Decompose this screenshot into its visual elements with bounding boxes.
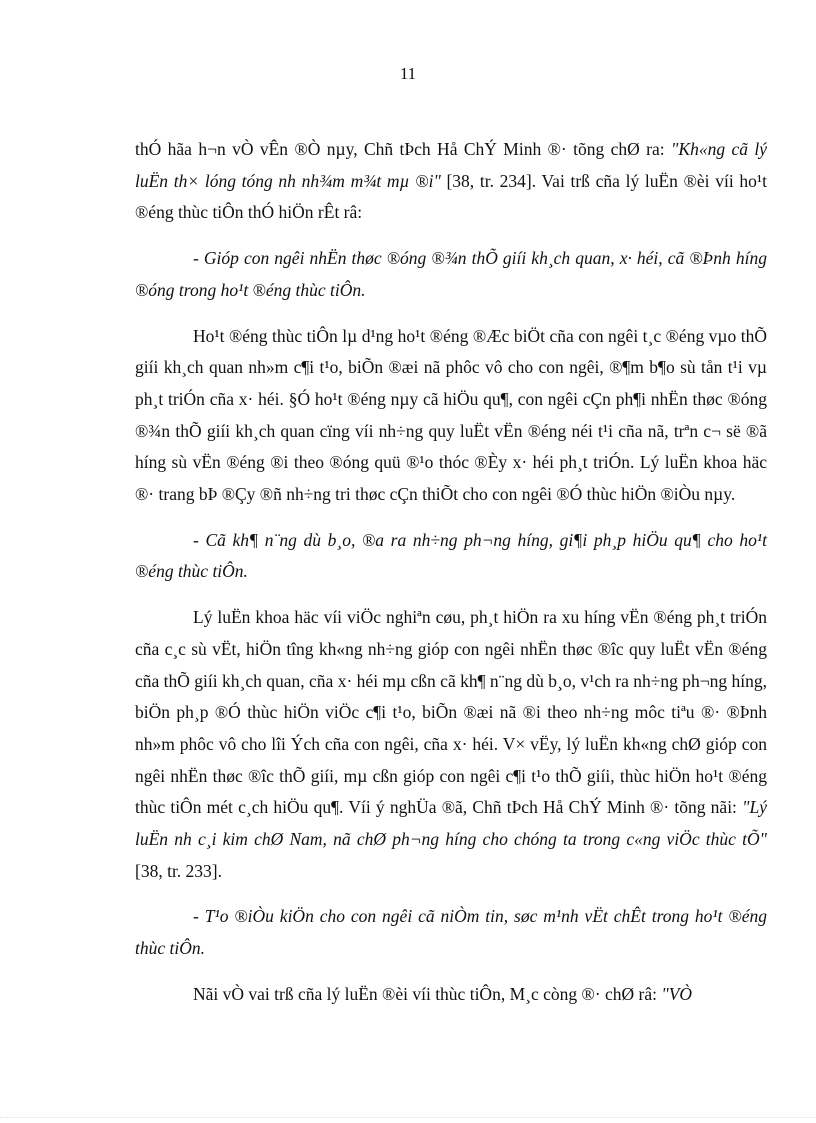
paragraph-3	[135, 321, 767, 511]
paragraph-2	[135, 243, 767, 306]
quote-run: "Kh«ng cã lý luËn th× lóng tóng nh nh¾m m¾t mµ ®i"	[135, 139, 767, 191]
paragraph-5	[135, 602, 767, 887]
text-run: [38, tr. 234]. Vai trß cña lý luËn ®èi víi ho¹t ®éng thùc tiÔn thÓ hiÖn rÊt râ:	[135, 170, 767, 223]
quote-run: "Lý luËn nh c¸i kim chØ Nam, nã chØ ph¬ng híng cho chóng ta trong c«ng viÖc thùc tÕ"	[135, 797, 767, 850]
quote-run: "VÒ	[661, 983, 693, 1004]
bullet-run: - Gióp con ngêi nhËn thøc ®óng ®¾n thÕ giíi kh¸ch quan, x· héi, cã ®Þnh híng ®óng trong ho¹t ®éng thùc tiÔn.	[135, 248, 767, 300]
document-body	[135, 134, 767, 1025]
page-bottom-divider	[0, 1117, 816, 1118]
paragraph-6	[135, 901, 767, 964]
page-number: 11	[399, 64, 417, 83]
text-run: Ho¹t ®éng thùc tiÔn lµ d¹ng ho¹t ®éng ®Æc biÖt cña con ngêi t¸c ®éng vµo thÕ giíi kh¸ch quan nh»m c¶i t¹o, biÕn ®æi nã phôc vô cho con ngêi, ®¶m b¶o sù tån t¹i vµ ph¸t triÓn cña x· héi. §Ó ho¹t ®éng nµy cã hiÖu qu¶, con ngêi cÇn ph¶i nhËn thøc ®óng ®¾n thÕ giíi kh¸ch quan cïng víi nh÷ng quy luËt vËn ®éng néi t¹i cña nã, trªn c¬ së ®ã híng sù vËn ®éng ®i theo ®óng quü ®¹o thóc ®Èy x· héi ph¸t triÓn. Lý luËn khoa häc ®· trang bÞ ®Çy ®ñ nh÷ng tri thøc cÇn thiÕt cho con ngêi ®Ó thùc hiÖn ®iÒu nµy.	[135, 325, 767, 505]
paragraph-7	[135, 979, 767, 1011]
text-run: Nãi vÒ vai trß cña lý luËn ®èi víi thùc tiÔn, M¸c còng ®· chØ râ:	[193, 983, 662, 1004]
bullet-run: - Cã kh¶ n¨ng dù b¸o, ®a ra nh÷ng ph¬ng híng, gi¶i ph¸p hiÖu qu¶ cho ho¹t ®éng thùc tiÔn.	[135, 529, 767, 582]
text-run: Lý luËn khoa häc víi viÖc nghiªn cøu, ph¸t hiÖn ra xu híng vËn ®éng ph¸t triÓn cña c¸c sù vËt, hiÖn tîng kh«ng nh÷ng gióp con ngêi nhËn thøc ®îc quy luËt vËn ®éng cña thÕ giíi kh¸ch quan, cña x· héi mµ cßn cã kh¶ n¨ng dù b¸o, v¹ch ra nh÷ng ph¬ng híng, biÖn ph¸p ®Ó thùc hiÖn viÖc c¶i t¹o, biÕn ®æi nã ®i theo nh÷ng môc tiªu ®· ®Þnh nh»m phôc vô cho lîi Ých cña con ngêi, cña x· héi. V× vËy, lý luËn kh«ng chØ gióp con ngêi nhËn thøc ®îc thÕ giíi, mµ cßn gióp con ngêi c¶i t¹o thÕ giíi, thùc hiÖn ho¹t ®éng thùc tiÔn mét c¸ch hiÖu qu¶. Víi ý nghÜa ®ã, Chñ tÞch Hå ChÝ Minh ®· tõng nãi:	[135, 607, 767, 818]
text-run: thÓ hãa h¬n vÒ vÊn ®Ò nµy, Chñ tÞch Hå ChÝ Minh ®· tõng chØ ra:	[135, 139, 672, 159]
paragraph-1	[135, 134, 767, 229]
paragraph-4	[135, 525, 767, 588]
bullet-run: - T¹o ®iÒu kiÖn cho con ngêi cã niÒm tin, søc m¹nh vËt chÊt trong ho¹t ®éng thùc tiÔn.	[135, 906, 767, 959]
text-run: [38, tr. 233].	[135, 860, 223, 881]
